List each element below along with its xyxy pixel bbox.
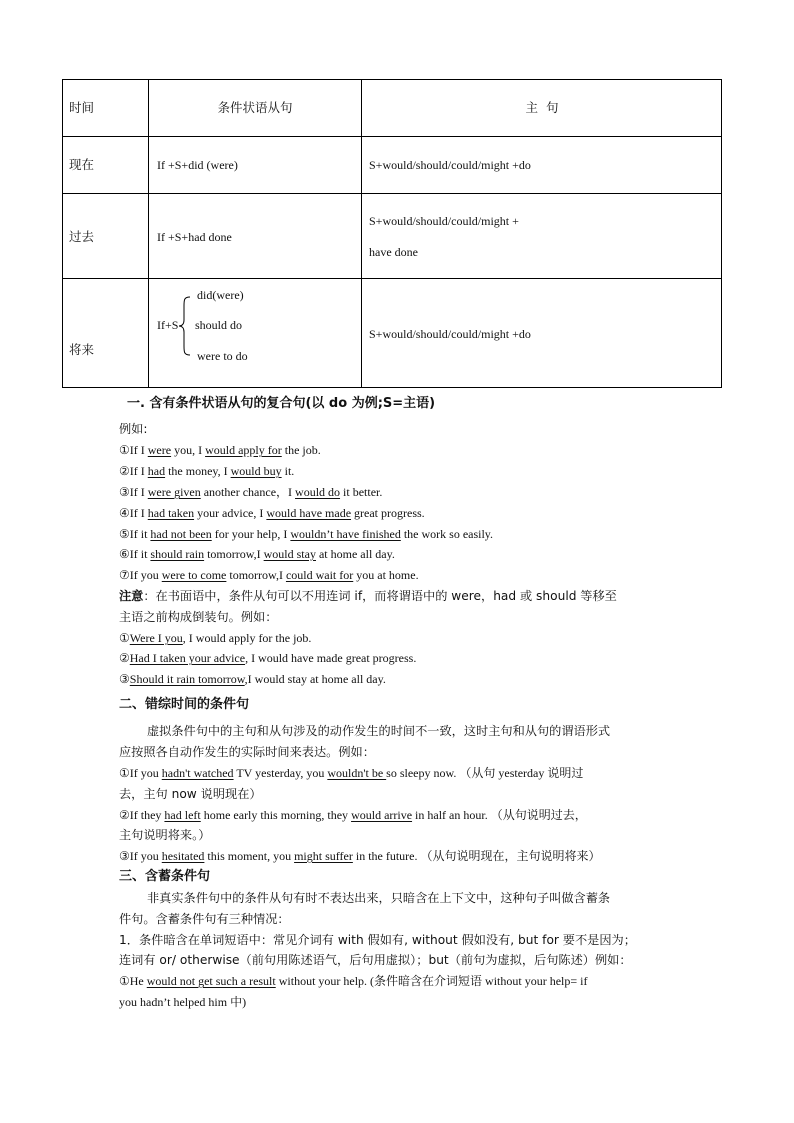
table-cell-clause-prefix: If+S [157,318,179,332]
example-sentence [119,566,419,584]
table-cell-clause-option: were to do [197,349,248,363]
example-sentence: you hadn’t helped him 中) [119,995,247,1009]
table-row-divider [63,136,721,137]
underlined-phrase: would stay [263,547,316,561]
underlined-phrase: wouldn’t have finished [290,527,401,541]
text-segment: ①If you [119,766,162,780]
underlined-phrase: would arrive [351,808,413,822]
paragraph-line: 连词有 or/ otherwise（前句用陈述语气，后句用虚拟）；but（前句为虚拟，后句陈述）例如： [119,953,632,967]
table-cell-main: S+would/should/could/might +do [369,158,531,172]
text-segment: ⑦If you [119,568,162,582]
paragraph-line: 非真实条件句中的条件从句有时不表达出来，只暗含在上下文中，这种句子叫做含蓄条 [147,891,611,905]
note-text: ：在书面语中，条件从句可以不用连词 if，而将谓语中的 were，had 或 should 等移至 [143,589,617,603]
underlined-phrase: had left [164,808,201,822]
text-segment: ④If I [119,506,148,520]
table-col-divider [148,80,149,387]
text-segment: in half an hour. （从句说明过去， [412,808,587,822]
underlined-phrase: would not get such a result [146,974,276,988]
example-sentence [119,525,493,543]
text-segment: tomorrow,I [226,568,286,582]
underlined-phrase: should rain [150,547,205,561]
text-segment: it. [281,464,295,478]
paragraph-line: 虚拟条件句中的主句和从句涉及的动作发生的时间不一致，这时主句和从句的谓语形式 [147,724,611,738]
table-cell-time: 将来 [69,342,95,357]
underlined-phrase: Were I you [129,631,183,645]
text-segment: great progress. [351,506,425,520]
text-segment: , I would apply for the job. [182,631,312,645]
text-segment: ①He [119,974,147,988]
underlined-phrase: could wait for [285,568,354,582]
example-sentence: 主句说明将来。） [119,828,211,842]
text-segment: ③ [119,672,130,686]
text-segment: , I would have made great progress. [245,651,417,665]
text-segment: ③If you [119,849,162,863]
text-segment: ① [119,631,130,645]
underlined-phrase: had [147,464,166,478]
text-segment: ② [119,651,130,665]
text-segment: another chance，I [200,485,296,499]
example-sentence: 去，主句 now 说明现在） [119,787,262,801]
underlined-phrase: were given [147,485,201,499]
text-segment: your advice, I [194,506,267,520]
table-cell-main-line1: S+would/should/could/might + [369,214,519,228]
table-cell-main-line2: have done [369,245,418,259]
note-label: 注意 [119,589,144,603]
table-cell-clause: If +S+had done [157,230,232,244]
paragraph-line: 1．条件暗含在单词短语中：常见介词有 with 假如有, without 假如没有, but for 要不是因为； [119,933,636,947]
example-sentence [119,764,583,782]
underlined-phrase: would apply for [205,443,282,457]
table-cell-main: S+would/should/could/might +do [369,327,531,341]
underlined-phrase: wouldn't be [327,766,387,780]
table-col-divider [361,80,362,387]
text-segment: this moment, you [204,849,295,863]
underlined-phrase: Had I taken your advice [129,651,246,665]
inverted-sentence [119,649,416,667]
text-segment: ②If I [119,464,148,478]
underlined-phrase: were to come [161,568,227,582]
text-segment: ③If I [119,485,148,499]
text-segment: it better. [340,485,383,499]
text-segment: the money, I [165,464,231,478]
text-segment: you, I [171,443,206,457]
section1-intro: 例如: [119,422,148,436]
table-cell-clause-option: should do [195,318,243,332]
text-segment: ⑤If it [119,527,151,541]
example-sentence [119,972,587,990]
example-sentence [119,847,601,865]
text-segment: you at home. [353,568,419,582]
text-segment: ②If they [119,808,165,822]
underlined-phrase: might suffer [294,849,353,863]
paragraph-line: 件句。含蓄条件句有三种情况： [119,912,290,926]
text-segment: for your help, I [211,527,291,541]
underlined-phrase: hadn't watched [161,766,234,780]
inverted-sentence [119,670,386,688]
section3-heading: 三、含蓄条件句 [119,869,211,884]
text-segment: so sleepy now. （从句 yesterday 说明过 [386,766,584,780]
underlined-phrase: would buy [230,464,282,478]
example-sentence [119,545,395,563]
example-sentence [119,441,321,459]
table-row-divider [63,278,721,279]
underlined-phrase: hesitated [161,849,205,863]
text-segment: ①If I [119,443,148,457]
text-segment: at home all day. [315,547,395,561]
example-sentence [119,483,382,501]
text-segment: tomorrow,I [204,547,264,561]
text-segment: in the future. （从句说明现在，主句说明将来） [352,849,601,863]
example-sentence [119,462,294,480]
underlined-phrase: were [147,443,172,457]
section1-heading: 一. 含有条件状语从句的复合句(以 do 为例;S=主语) [127,396,436,411]
table-header-clause: 条件状语从句 [217,100,293,115]
underlined-phrase: would have made [266,506,352,520]
curly-brace-icon [178,296,192,356]
table-cell-time: 过去 [69,229,95,244]
table-row-divider [63,193,721,194]
note-line [119,587,617,605]
underlined-phrase: had not been [150,527,212,541]
paragraph-line: 应按照各自动作发生的实际时间来表达。例如： [119,745,375,759]
underlined-phrase: would do [295,485,341,499]
text-segment: the job. [281,443,321,457]
underlined-phrase: Should it rain tomorrow [129,672,245,686]
text-segment: ,I would stay at home all day. [244,672,386,686]
underlined-phrase: had taken [147,506,195,520]
table-cell-clause-option: did(were) [197,288,244,302]
table-header-main: 主 句 [525,100,559,115]
table-cell-time: 现在 [69,157,95,172]
example-sentence [119,504,425,522]
text-segment: home early this morning, they [200,808,352,822]
example-sentence [119,806,587,824]
conditional-table [62,79,722,388]
table-header-time: 时间 [69,100,95,115]
text-segment: TV yesterday, you [233,766,328,780]
inverted-sentence [119,629,311,647]
note-line: 主语之前构成倒装句。例如： [119,610,278,624]
section2-heading: 二、错综时间的条件句 [119,697,250,712]
text-segment: the work so easily. [400,527,494,541]
text-segment: ⑥If it [119,547,151,561]
text-segment: without your help. (条件暗含在介词短语 without your help= if [275,974,588,988]
table-cell-clause: If +S+did (were) [157,158,238,172]
